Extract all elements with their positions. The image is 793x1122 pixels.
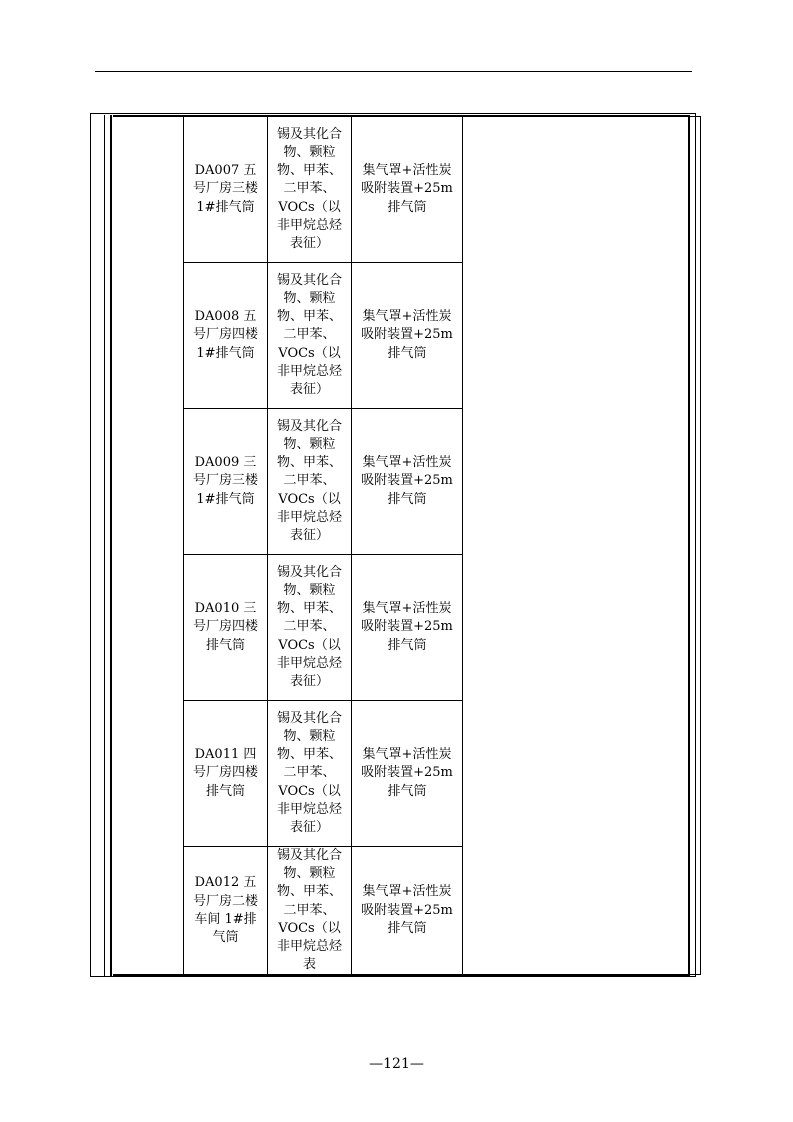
- pollutant-cell: [268, 847, 352, 975]
- pollutant-text: 锡及其化合物、颗粒物、甲苯、二甲苯、VOCs（以非甲烷总烃表征）: [276, 564, 342, 689]
- page-number: —121—: [369, 1056, 424, 1072]
- outlet-cell: DA011 四号厂房四楼排气筒: [184, 701, 268, 847]
- pollutant-cell: [268, 555, 352, 701]
- pollutant-text: 锡及其化合物、颗粒物、甲苯、二甲苯、VOCs（以非甲烷总烃表征）: [276, 126, 342, 251]
- measure-cell: 集气罩+活性炭吸附装置+25m排气筒: [352, 701, 463, 847]
- header-rule: [95, 71, 692, 72]
- outlet-cell: DA012 五号厂房二楼车间 1#排气筒: [184, 847, 268, 975]
- measure-cell: 集气罩+活性炭吸附装置+25m排气筒: [352, 555, 463, 701]
- pollutant-text: 锡及其化合物、颗粒物、甲苯、二甲苯、VOCs（以非甲烷总烃表征）: [276, 272, 342, 397]
- measure-cell: 集气罩+活性炭吸附装置+25m排气筒: [352, 117, 463, 263]
- measure-cell: 集气罩+活性炭吸附装置+25m排气筒: [352, 409, 463, 555]
- column-divider: [104, 115, 105, 977]
- measure-cell: 集气罩+活性炭吸附装置+25m排气筒: [352, 847, 463, 975]
- merged-blank-cell: [463, 117, 701, 975]
- pollutant-text: 锡及其化合物、颗粒物、甲苯、二甲苯、VOCs（以非甲烷总烃表征）: [276, 418, 342, 543]
- pollutant-cell: [268, 263, 352, 409]
- table-row: [184, 117, 701, 263]
- outlet-cell: DA008 五号厂房四楼 1#排气筒: [184, 263, 268, 409]
- outlet-cell: DA007 五号厂房三楼 1#排气筒: [184, 117, 268, 263]
- outlet-cell: DA010 三号厂房四楼排气筒: [184, 555, 268, 701]
- emission-table: [183, 116, 701, 975]
- column-divider: [110, 115, 112, 977]
- outlet-cell: DA009 三号厂房三楼 1#排气筒: [184, 409, 268, 555]
- pollutant-text: 锡及其化合物、颗粒物、甲苯、二甲苯、VOCs（以非甲烷总烃表征）: [276, 710, 342, 835]
- pollutant-text: 锡及其化合物、颗粒物、甲苯、二甲苯、VOCs（以非甲烷总烃表: [276, 848, 342, 973]
- pollutant-cell: [268, 409, 352, 555]
- measure-cell: 集气罩+活性炭吸附装置+25m排气筒: [352, 263, 463, 409]
- pollutant-cell: [268, 701, 352, 847]
- pollutant-cell: [268, 117, 352, 263]
